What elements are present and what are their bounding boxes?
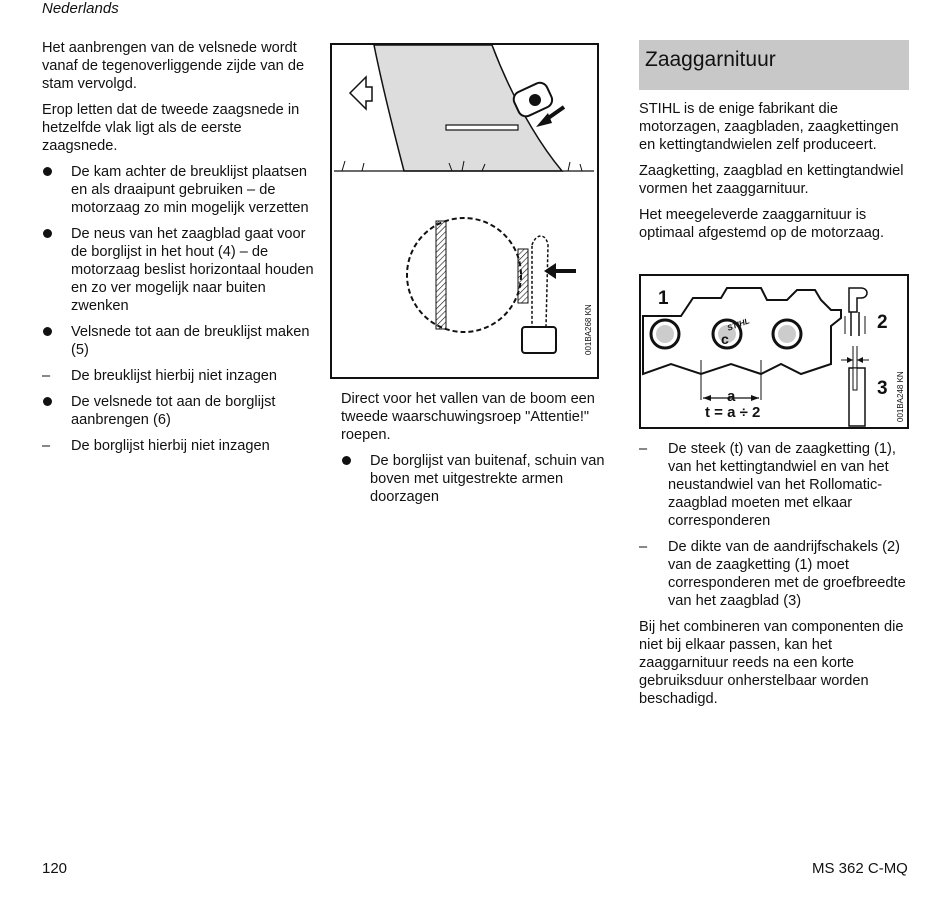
felling-illustration: [330, 43, 599, 379]
paragraph: Het meegeleverde zaaggarnituur is optimaal afgestemd op de motorzaag.: [639, 207, 884, 241]
figure-label: 1: [658, 288, 669, 309]
figure-label: a: [727, 388, 736, 405]
model-name: MS 362 C-MQ: [812, 860, 908, 877]
list-item: De borglijst van buitenaf, schuin van boven met uitgestrekte armen doorzagen: [341, 452, 611, 506]
figure-label: 2: [877, 312, 888, 333]
figure-code: 001BA268 KN: [584, 304, 593, 355]
paragraph: Direct voor het vallen van de boom een tweede waarschuwingsroep "Attentie!" roepen.: [341, 391, 595, 443]
figure-label: c: [721, 331, 729, 347]
column-left: [42, 39, 314, 463]
section-heading: Zaaggarnituur: [639, 40, 909, 90]
bullet-icon: [43, 327, 52, 336]
column-right-body: [639, 440, 911, 716]
list-item: – De steek (t) van de zaagketting (1), van het kettingtandwiel en van het neustandwiel van het Rollomatic-zaagblad moeten met elkaar corresponderen: [639, 441, 896, 529]
column-right-intro: [639, 100, 911, 250]
figure-label: 3: [877, 378, 888, 399]
list-item: – De borglijst hierbij niet inzagen: [42, 438, 270, 454]
language-label: Nederlands: [42, 0, 119, 17]
instruction-list: [42, 163, 314, 455]
chain-illustration: [639, 274, 909, 429]
column-middle: [341, 390, 611, 514]
list-item: – De breuklijst hierbij niet inzagen: [42, 368, 278, 384]
list-item: Velsnede tot aan de breuklijst maken (5): [42, 323, 314, 359]
paragraph: Bij het combineren van componenten die niet bij elkaar passen, kan het zaaggarnituur reeds na een korte gebruiksduur onherstelbaar worden beschadigd.: [639, 619, 904, 707]
page-number: 120: [42, 860, 68, 877]
bullet-icon: [342, 456, 351, 465]
list-item: De velsnede tot aan de borglijst aanbrengen (6): [42, 393, 314, 429]
paragraph: Erop letten dat de tweede zaagsnede in hetzelfde vlak ligt als de eerste zaagsnede.: [42, 102, 300, 154]
bullet-icon: [43, 397, 52, 406]
list-item: De neus van het zaagblad gaat voor de borglijst in het hout (4) – de motorzaag beslist horizontaal houden en zo ver mogelijk naar buiten zwenken: [42, 225, 314, 315]
dash-icon: –: [42, 438, 51, 454]
list-item: – De dikte van de aandrijfschakels (2) van de zaagketting (1) moet corresponderen met de groefbreedte van het zaagblad (3): [639, 539, 906, 609]
list-item: De kam achter de breuklijst plaatsen en als draaipunt gebruiken – de motorzaag zo min mogelijk verzetten: [42, 163, 314, 217]
instruction-list: [341, 452, 611, 506]
figure-code: 001BA248 KN: [896, 371, 905, 422]
pitch-formula: t = a ÷ 2: [705, 404, 761, 421]
instruction-list: [639, 440, 911, 610]
paragraph: Zaagketting, zaagblad en kettingtandwiel vormen het zaaggarnituur.: [639, 163, 904, 197]
felling-drawing: [332, 45, 597, 377]
bullet-icon: [43, 229, 52, 238]
dash-icon: –: [639, 441, 648, 457]
dash-icon: –: [42, 368, 51, 384]
paragraph: Het aanbrengen van de velsnede wordt vanaf de tegenoverliggende zijde van de stam vervolgd.: [42, 40, 305, 92]
chain-drawing: [641, 276, 907, 427]
direction-arrow-icon: [350, 77, 372, 109]
paragraph: STIHL is de enige fabrikant die motorzagen, zaagbladen, zaagkettingen en kettingtandwielen zelf produceert.: [639, 101, 899, 153]
bullet-icon: [43, 167, 52, 176]
dash-icon: –: [639, 539, 648, 555]
brand-label: STIHL: [725, 316, 751, 333]
